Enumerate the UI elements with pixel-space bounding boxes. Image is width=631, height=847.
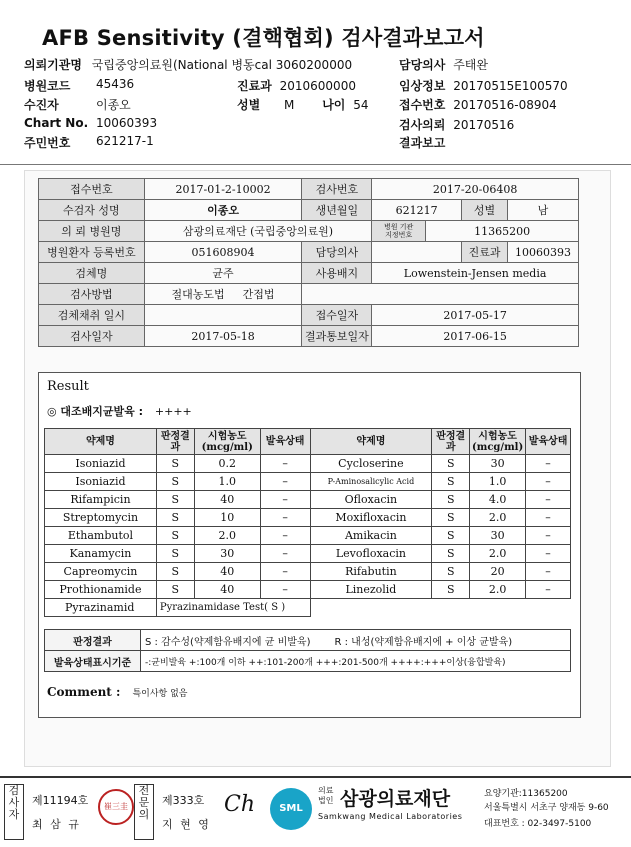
left-drug-conc: 10 bbox=[194, 509, 260, 527]
judge-legend-label: 판정결과 bbox=[45, 630, 141, 651]
received: 2017-05-17 bbox=[372, 305, 579, 326]
left-drug-conc: 40 bbox=[194, 581, 260, 599]
left-drug-result: S bbox=[156, 473, 194, 491]
right-drug-conc: 4.0 bbox=[470, 491, 526, 509]
left-drug-growth: – bbox=[260, 455, 310, 473]
sex-value: M bbox=[284, 98, 295, 112]
received-label: 접수일자 bbox=[302, 305, 372, 326]
dob: 621217 bbox=[372, 200, 462, 221]
right-drug-name: Linezolid bbox=[310, 581, 432, 599]
request-label: 검사의뢰 bbox=[399, 118, 446, 132]
right-drug-conc: 2.0 bbox=[470, 509, 526, 527]
collect-label: 검체채취 일시 bbox=[39, 305, 145, 326]
table-row bbox=[45, 545, 571, 563]
sex-cell: 남 bbox=[507, 200, 578, 221]
name: 이종오 bbox=[144, 200, 302, 221]
specimen-info-table bbox=[38, 178, 579, 347]
legend-table bbox=[44, 629, 571, 672]
inst-code: 11365200 bbox=[426, 221, 579, 242]
hospital-value-3: 3060200000 bbox=[275, 58, 353, 72]
org-code: 요양기관:11365200 bbox=[484, 789, 568, 799]
right-drug-growth: – bbox=[526, 491, 571, 509]
tested-label: 검사일자 bbox=[39, 326, 145, 347]
judge-header-right: 판정결과 bbox=[432, 429, 470, 455]
comment-text: 특이사항 없음 bbox=[132, 689, 188, 699]
drug-table bbox=[44, 428, 571, 617]
header-row-4 bbox=[24, 116, 158, 130]
left-drug-growth: – bbox=[260, 527, 310, 545]
right-drug-conc: 30 bbox=[470, 455, 526, 473]
right-drug-name: Ofloxacin bbox=[310, 491, 432, 509]
right-drug-result: S bbox=[432, 509, 470, 527]
right-drug-result: S bbox=[432, 545, 470, 563]
org-name: 삼광의료재단 bbox=[340, 788, 451, 810]
age-value: 54 bbox=[353, 98, 369, 112]
growth-header-left: 발육상태 bbox=[260, 429, 310, 455]
doctor-cell-label: 담당의사 bbox=[302, 242, 372, 263]
signature: Ch bbox=[224, 792, 256, 817]
left-drug-conc: 0.2 bbox=[194, 455, 260, 473]
right-drug-name: Levofloxacin bbox=[310, 545, 432, 563]
tester-license: 제11194호 bbox=[32, 794, 89, 807]
hospital-label: 의뢰기관명 bbox=[24, 58, 82, 72]
hospital-code-value: 45436 bbox=[96, 77, 135, 91]
header-sex bbox=[237, 96, 369, 113]
clinical-value: 20170515E100570 bbox=[453, 79, 568, 93]
tester-name: 최 삼 규 bbox=[32, 818, 81, 831]
left-drug-result: S bbox=[156, 491, 194, 509]
left-drug-name: Capreomycin bbox=[45, 563, 157, 581]
table-row bbox=[45, 455, 571, 473]
drug-header-left: 약제명 bbox=[45, 429, 157, 455]
right-drug-result: S bbox=[432, 563, 470, 581]
judge-legend bbox=[141, 630, 571, 651]
left-drug-conc: 30 bbox=[194, 545, 260, 563]
receipt-label: 접수번호 bbox=[399, 98, 446, 112]
dept-cell: 10060393 bbox=[507, 242, 578, 263]
judge-s: S : 감수성(약제함유배지에 균 비발육) bbox=[145, 636, 311, 648]
header-clinical bbox=[399, 77, 568, 94]
left-drug-name: Ethambutol bbox=[45, 527, 157, 545]
method-label: 검사방법 bbox=[39, 284, 145, 305]
method-1: 절대농도법 bbox=[171, 288, 225, 301]
right-drug-growth: – bbox=[526, 473, 571, 491]
left-drug-growth: – bbox=[260, 545, 310, 563]
specialist-vertical-label: 전 문 의 bbox=[134, 784, 154, 840]
pyrazinamid-blank bbox=[310, 599, 570, 617]
table-row bbox=[45, 509, 571, 527]
growth-header-right: 발육상태 bbox=[526, 429, 571, 455]
header-request bbox=[399, 116, 514, 133]
doctor-cell bbox=[372, 242, 462, 263]
pyrazinamid-value: Pyrazinamidase Test( S ) bbox=[156, 599, 310, 617]
left-drug-name: Isoniazid bbox=[45, 455, 157, 473]
right-drug-growth: – bbox=[526, 509, 571, 527]
patient-label: 수진자 bbox=[24, 98, 59, 112]
left-drug-result: S bbox=[156, 509, 194, 527]
pyrazinamid-row bbox=[45, 599, 571, 617]
footer bbox=[0, 776, 631, 847]
medium-label: 사용배지 bbox=[302, 263, 372, 284]
patient-no-label: 병원환자 등록번호 bbox=[39, 242, 145, 263]
control-label: ◎ 대조배지균발육 : bbox=[47, 405, 144, 418]
right-drug-name: Moxifloxacin bbox=[310, 509, 432, 527]
inst-code-label bbox=[372, 221, 426, 242]
header-divider bbox=[0, 164, 631, 165]
patient-value: 이종오 bbox=[96, 98, 131, 112]
hospital-name: 삼광의료재단 (국립중앙의료원) bbox=[144, 221, 372, 242]
tester-seal: 崔三圭 bbox=[98, 789, 134, 825]
comment-label: Comment : bbox=[47, 685, 121, 699]
dob-label: 생년월일 bbox=[302, 200, 372, 221]
table-row bbox=[45, 491, 571, 509]
right-drug-name: Amikacin bbox=[310, 527, 432, 545]
header-row-2 bbox=[24, 77, 135, 94]
left-drug-result: S bbox=[156, 581, 194, 599]
left-drug-conc: 2.0 bbox=[194, 527, 260, 545]
left-drug-result: S bbox=[156, 527, 194, 545]
inst-code-label-2: 지정번호 bbox=[385, 231, 413, 239]
header-row-3 bbox=[24, 96, 131, 113]
right-drug-name: P-Aminosalicylic Acid bbox=[310, 473, 432, 491]
right-drug-growth: – bbox=[526, 563, 571, 581]
table-row bbox=[45, 473, 571, 491]
chart-label: Chart No. bbox=[24, 116, 89, 130]
header-receipt bbox=[399, 96, 557, 113]
left-drug-name: Streptomycin bbox=[45, 509, 157, 527]
doctor-value: 주태완 bbox=[453, 58, 488, 72]
left-drug-name: Isoniazid bbox=[45, 473, 157, 491]
right-drug-result: S bbox=[432, 455, 470, 473]
left-drug-growth: – bbox=[260, 581, 310, 599]
left-drug-result: S bbox=[156, 455, 194, 473]
right-drug-name: Rifabutin bbox=[310, 563, 432, 581]
receipt-no: 2017-01-2-10002 bbox=[144, 179, 302, 200]
pyrazinamid-name: Pyrazinamid bbox=[45, 599, 157, 617]
left-drug-conc: 40 bbox=[194, 563, 260, 581]
clinical-label: 임상정보 bbox=[399, 79, 446, 93]
inst-code-label-1: 병원 기관 bbox=[384, 223, 414, 231]
org-small-1: 의료 bbox=[318, 786, 334, 795]
report-title: AFB Sensitivity (결핵협회) 검사결과보고서 bbox=[42, 26, 485, 50]
growth-legend-label: 발육상태표시기준 bbox=[45, 651, 141, 672]
conc-header-left: 시험농도(mcg/ml) bbox=[194, 429, 260, 455]
left-drug-result: S bbox=[156, 563, 194, 581]
left-drug-growth: – bbox=[260, 563, 310, 581]
left-drug-result: S bbox=[156, 545, 194, 563]
tested: 2017-05-18 bbox=[144, 326, 302, 347]
right-drug-result: S bbox=[432, 491, 470, 509]
right-drug-conc: 30 bbox=[470, 527, 526, 545]
org-address: 서울특별시 서초구 양재동 9-60 bbox=[484, 803, 609, 813]
growth-legend: -:균비발육 +:100개 이하 ++:101-200개 +++:201-500개 ++++:+++이상(융합발육) bbox=[141, 651, 571, 672]
hospital-value-2: cal bbox=[254, 58, 276, 72]
receipt-value: 20170516-08904 bbox=[453, 98, 557, 112]
table-row bbox=[45, 563, 571, 581]
sml-logo-icon: SML bbox=[270, 788, 312, 830]
request-value: 20170516 bbox=[453, 118, 515, 132]
test-no-label: 검사번호 bbox=[302, 179, 372, 200]
right-drug-growth: – bbox=[526, 581, 571, 599]
dept-label: 진료과 bbox=[237, 79, 272, 93]
conc-header-right: 시험농도(mcg/ml) bbox=[470, 429, 526, 455]
medium: Lowenstein-Jensen media bbox=[372, 263, 579, 284]
right-drug-conc: 20 bbox=[470, 563, 526, 581]
receipt-no-label: 접수번호 bbox=[39, 179, 145, 200]
header-row-1 bbox=[24, 56, 352, 73]
patient-no: 051608904 bbox=[144, 242, 302, 263]
rrn-label: 주민번호 bbox=[24, 136, 71, 150]
judge-r: R : 내성(약제함유배지에 + 이상 균발육) bbox=[334, 636, 513, 648]
dept-cell-label: 진료과 bbox=[462, 242, 508, 263]
org-name-en: Samkwang Medical Laboratories bbox=[318, 812, 463, 821]
left-drug-name: Rifampicin bbox=[45, 491, 157, 509]
left-drug-growth: – bbox=[260, 509, 310, 527]
hospital-value: 국립중앙의료원(National 병동 bbox=[91, 58, 255, 72]
reported: 2017-06-15 bbox=[372, 326, 579, 347]
left-drug-growth: – bbox=[260, 491, 310, 509]
method-blank bbox=[302, 284, 579, 305]
left-drug-growth: – bbox=[260, 473, 310, 491]
test-no: 2017-20-06408 bbox=[372, 179, 579, 200]
org-small-2: 법인 bbox=[318, 796, 334, 805]
rrn-value: 621217-1 bbox=[96, 134, 154, 148]
comment bbox=[47, 685, 188, 699]
control-value: ++++ bbox=[154, 405, 192, 418]
right-drug-result: S bbox=[432, 527, 470, 545]
org-small bbox=[318, 786, 333, 806]
left-drug-conc: 1.0 bbox=[194, 473, 260, 491]
right-drug-conc: 2.0 bbox=[470, 545, 526, 563]
collect bbox=[144, 305, 302, 326]
result-box bbox=[38, 372, 581, 718]
header-doctor bbox=[399, 56, 488, 73]
specialist-name: 지 현 영 bbox=[162, 818, 211, 831]
hospital-code-label: 병원코드 bbox=[24, 79, 71, 93]
right-drug-growth: – bbox=[526, 545, 571, 563]
left-drug-conc: 40 bbox=[194, 491, 260, 509]
left-drug-name: Kanamycin bbox=[45, 545, 157, 563]
header-report bbox=[399, 134, 445, 151]
right-drug-conc: 2.0 bbox=[470, 581, 526, 599]
method-2: 간접법 bbox=[242, 288, 275, 301]
right-drug-conc: 1.0 bbox=[470, 473, 526, 491]
sex-label: 성별 bbox=[237, 98, 261, 112]
dept-value: 2010600000 bbox=[279, 79, 356, 93]
right-drug-result: S bbox=[432, 581, 470, 599]
method bbox=[144, 284, 302, 305]
left-drug-name: Prothionamide bbox=[45, 581, 157, 599]
reported-label: 결과통보일자 bbox=[302, 326, 372, 347]
doctor-label: 담당의사 bbox=[399, 58, 446, 72]
name-label: 수검자 성명 bbox=[39, 200, 145, 221]
judge-header-left: 판정결과 bbox=[156, 429, 194, 455]
result-title: Result bbox=[47, 379, 89, 394]
age-label: 나이 bbox=[322, 98, 346, 112]
header-dept bbox=[237, 77, 356, 94]
table-row bbox=[45, 581, 571, 599]
control-growth bbox=[47, 403, 192, 419]
right-drug-growth: – bbox=[526, 455, 571, 473]
header-row-5 bbox=[24, 134, 154, 151]
table-row bbox=[45, 527, 571, 545]
specialist-license: 제333호 bbox=[162, 794, 205, 807]
tester-vertical-label: 검 사 자 bbox=[4, 784, 24, 840]
specimen: 균주 bbox=[144, 263, 302, 284]
hospital-name-label: 의 뢰 병원명 bbox=[39, 221, 145, 242]
drug-header-right: 약제명 bbox=[310, 429, 432, 455]
right-drug-name: Cycloserine bbox=[310, 455, 432, 473]
sex-cell-label: 성별 bbox=[462, 200, 508, 221]
report-label: 결과보고 bbox=[399, 136, 446, 150]
right-drug-growth: – bbox=[526, 527, 571, 545]
specimen-label: 검체명 bbox=[39, 263, 145, 284]
right-drug-result: S bbox=[432, 473, 470, 491]
org-tel: 대표번호 : 02-3497-5100 bbox=[484, 819, 592, 829]
chart-value: 10060393 bbox=[96, 116, 158, 130]
